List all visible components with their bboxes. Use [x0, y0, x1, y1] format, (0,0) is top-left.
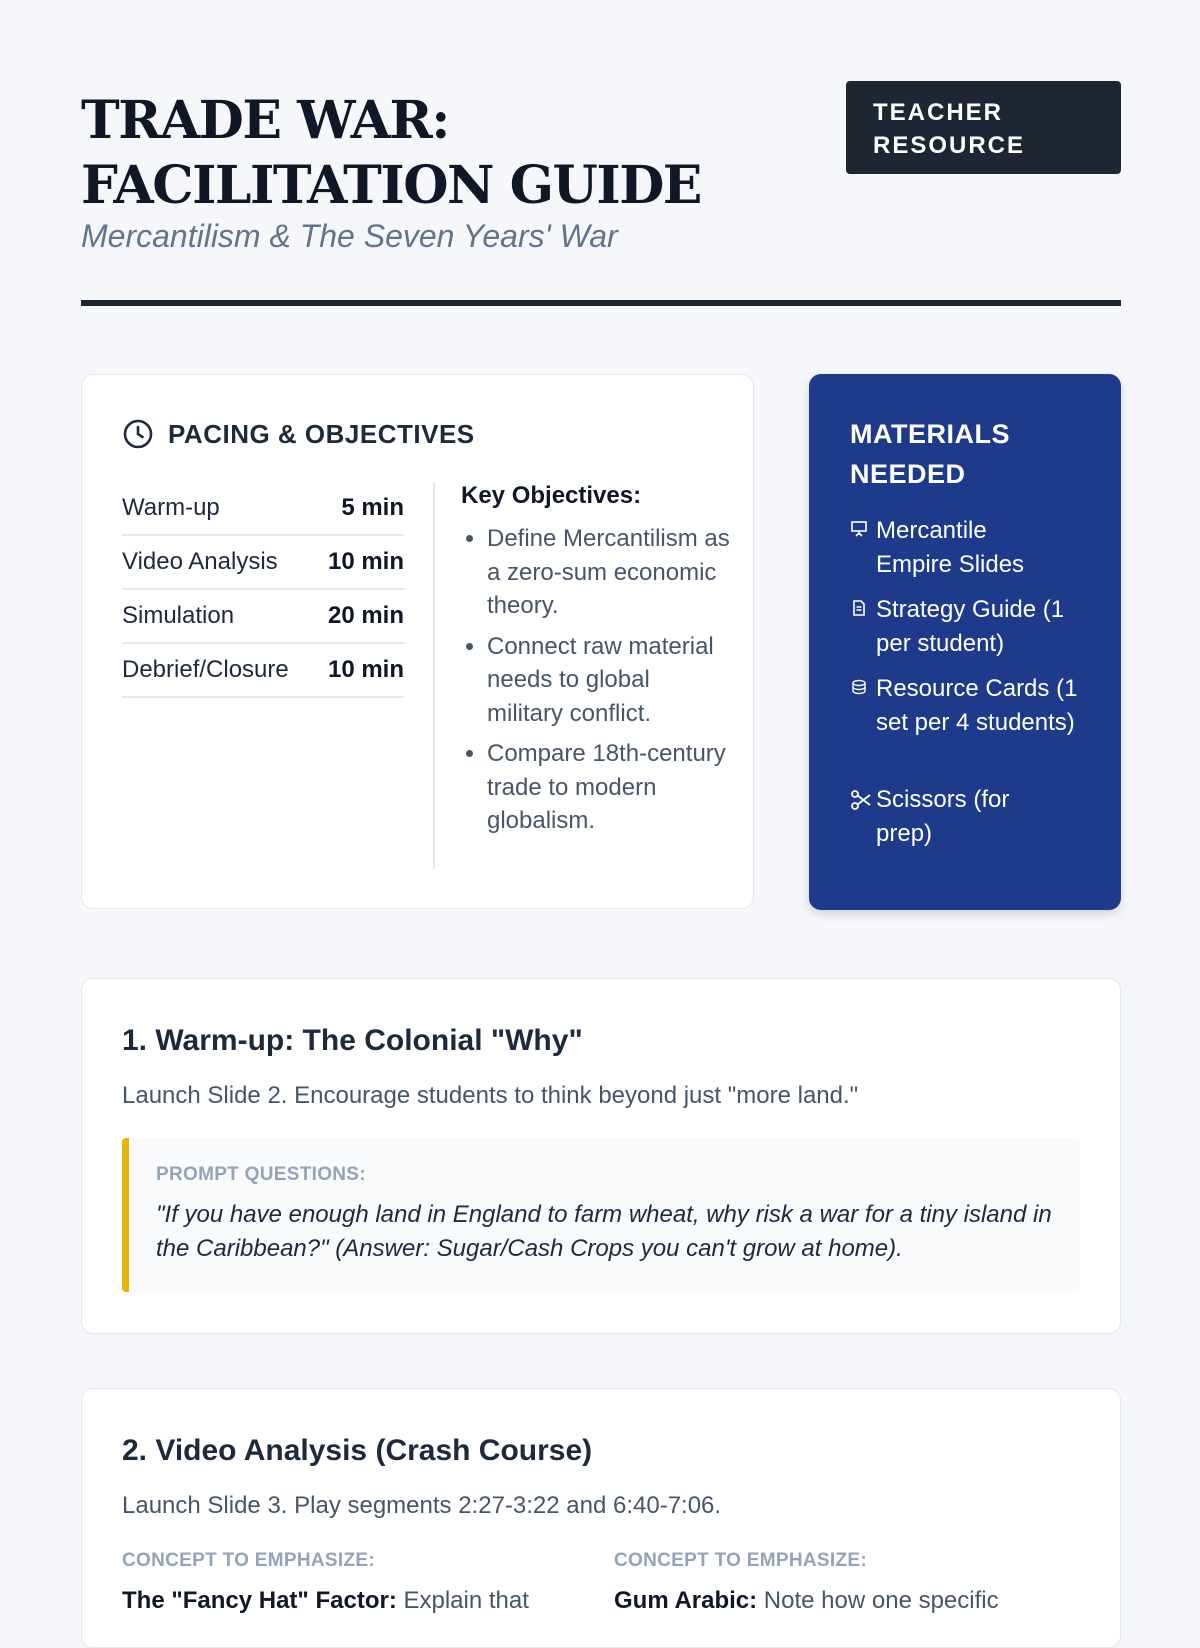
concept-block	[614, 1550, 1054, 1618]
pacing-heading	[122, 418, 475, 450]
prompt-questions-label: PROMPT QUESTIONS:	[156, 1164, 366, 1185]
page-title-line-1: TRADE WAR:	[81, 90, 449, 151]
concept-term: Gum Arabic:	[614, 1587, 758, 1614]
badge-line-2: RESOURCE	[873, 132, 1026, 159]
material-item	[850, 514, 1050, 581]
pacing-duration: 10 min	[327, 656, 404, 683]
objective-item: • Connect raw material needs to global military conflict.	[487, 630, 731, 731]
concept-body: Explain that	[396, 1587, 529, 1614]
pacing-row	[122, 644, 404, 698]
material-label: Strategy Guide (1 per student)	[876, 596, 1065, 657]
objectives-list	[461, 522, 731, 845]
prompt-questions-text: "If you have enough land in England to farm wheat, why risk a war for a tiny island in the Caribbean?" (Answer: Sugar/Cash Crops you can't grow at home).	[156, 1201, 1052, 1262]
pacing-duration: 5 min	[341, 494, 404, 521]
header-divider	[81, 300, 1121, 306]
material-label: Mercantile Empire Slides	[876, 517, 1025, 578]
teacher-resource-badge	[846, 81, 1121, 174]
pacing-heading-text: PACING & OBJECTIVES	[168, 418, 475, 449]
page-header	[81, 0, 1121, 306]
page	[81, 0, 1121, 1614]
pacing-duration: 10 min	[327, 548, 404, 575]
materials-heading: MATERIALS NEEDED	[850, 419, 1010, 489]
pacing-row	[122, 590, 404, 644]
video-analysis-section-text: Launch Slide 3. Play segments 2:27-3:22 and 6:40-7:06.	[122, 1492, 722, 1519]
pacing-activity: Debrief/Closure	[122, 656, 289, 683]
page-title	[81, 88, 701, 218]
objectives-title: Key Objectives:	[461, 482, 642, 509]
badge-line-1: TEACHER	[873, 99, 1004, 126]
pacing-activity: Simulation	[122, 602, 235, 629]
coins-icon	[850, 672, 876, 696]
video-analysis-section-title: 2. Video Analysis (Crash Course)	[122, 1434, 593, 1467]
pacing-activity: Warm-up	[122, 494, 220, 521]
presentation-icon	[850, 514, 876, 538]
warmup-section-text: Launch Slide 2. Encourage students to think beyond just "more land."	[122, 1082, 859, 1109]
concept-text	[614, 1584, 1054, 1618]
concept-block	[122, 1550, 562, 1618]
concept-body: Note how one specific	[757, 1587, 999, 1614]
material-item	[850, 672, 1084, 739]
page-title-line-2: FACILITATION GUIDE	[81, 155, 701, 216]
material-label: Resource Cards (1 set per 4 students)	[876, 675, 1078, 736]
pacing-column-divider	[433, 482, 435, 869]
concept-label: CONCEPT TO EMPHASIZE:	[614, 1550, 867, 1571]
clock-icon	[122, 418, 154, 450]
warmup-section-title: 1. Warm-up: The Colonial "Why"	[122, 1024, 583, 1057]
objective-item: • Compare 18th-century trade to modern globalism.	[487, 737, 731, 838]
pacing-duration: 20 min	[327, 602, 404, 629]
material-item	[850, 593, 1082, 660]
document-icon	[850, 593, 876, 617]
scissors-icon	[850, 783, 876, 811]
concept-term: The "Fancy Hat" Factor:	[122, 1587, 397, 1614]
pacing-table	[122, 482, 404, 698]
page-subtitle: Mercantilism & The Seven Years' War	[81, 218, 618, 254]
pacing-row	[122, 482, 404, 536]
concept-text	[122, 1584, 562, 1618]
material-item	[850, 783, 1070, 850]
prompt-questions-box	[122, 1138, 1080, 1292]
concept-label: CONCEPT TO EMPHASIZE:	[122, 1550, 375, 1571]
objective-item: • Define Mercantilism as a zero-sum economic theory.	[487, 522, 731, 623]
pacing-activity: Video Analysis	[122, 548, 278, 575]
pacing-row	[122, 536, 404, 590]
material-label: Scissors (for prep)	[876, 786, 1010, 847]
